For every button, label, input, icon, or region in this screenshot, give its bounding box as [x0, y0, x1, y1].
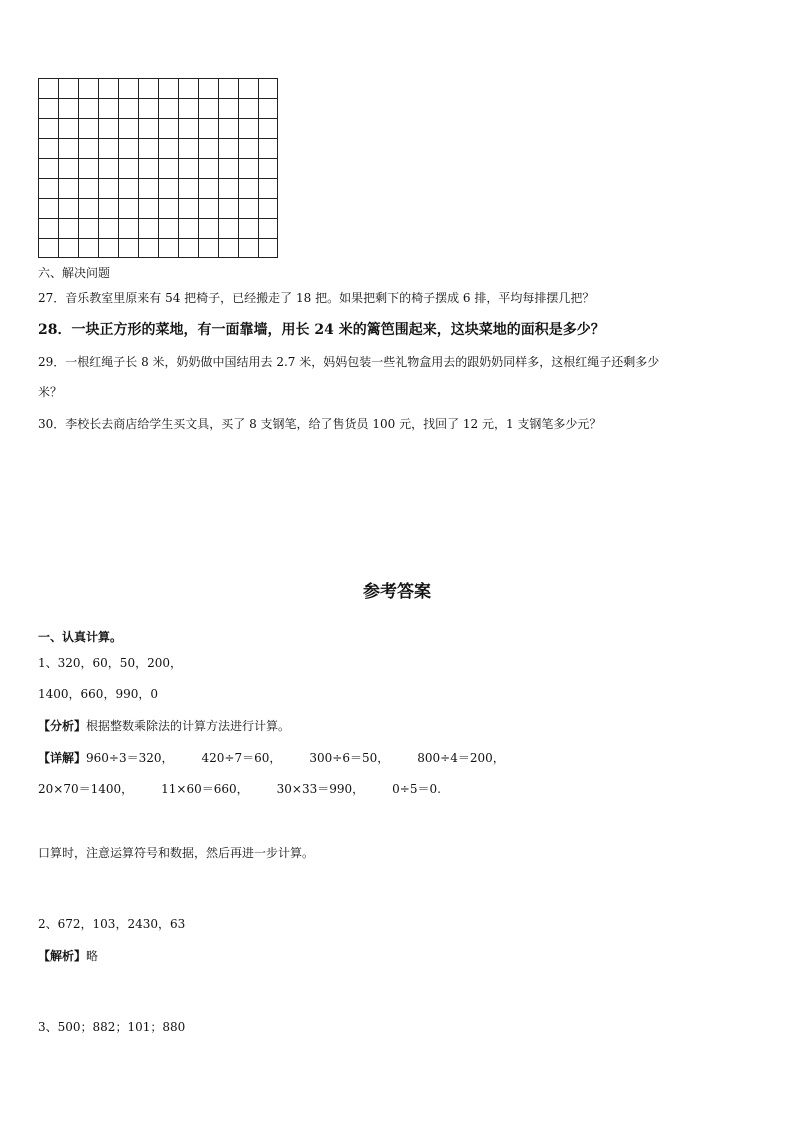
answer-1-line2: 1400，660，990，0 [38, 687, 158, 701]
analysis-text: 根据整数乘除法的计算方法进行计算。 [86, 719, 291, 733]
detail-tag: 【详解】 [38, 751, 87, 765]
section1-heading: 一、认真计算。 [38, 630, 123, 644]
answer-1-analysis [38, 718, 290, 734]
analysis-text: 略 [86, 949, 99, 963]
question-29-line1: 29．一根红绳子长 8 米，奶奶做中国结用去 2.7 米，妈妈包装一些礼物盒用去的跟奶奶同样多，这根红绳子还剩多少 [38, 355, 660, 369]
calc-item: 30×33＝990， [276, 782, 365, 796]
answers-title: 参考答案 [363, 582, 431, 602]
calc-item: 0÷5＝0. [392, 782, 441, 796]
question-29-line2: 米？ [38, 385, 63, 399]
question-28: 28．一块正方形的菜地，有一面靠墙，用长 24 米的篱笆围起来，这块菜地的面积是多少？ [38, 322, 605, 338]
detail-item: 420÷7＝60， [201, 751, 282, 765]
answer-2-line1: 2、672，103，2430，63 [38, 917, 186, 931]
section6-heading: 六、解决问题 [38, 266, 111, 280]
detail-item: 300÷6＝50， [309, 751, 390, 765]
answer-1-line5 [38, 781, 441, 797]
calc-item: 20×70＝1400， [38, 782, 134, 796]
calc-item: 11×60＝660， [161, 782, 249, 796]
analysis-tag: 【分析】 [38, 719, 87, 733]
answer-1-line1: 1、320，60，50，200， [38, 656, 182, 670]
analysis-tag: 【解析】 [38, 949, 87, 963]
detail-item: 800÷4＝200， [417, 751, 505, 765]
answer-3-line1: 3、500；882；101；880 [38, 1020, 186, 1034]
question-27: 27．音乐教室里原来有 54 把椅子，已经搬走了 18 把。如果把剩下的椅子摆成 6 排，平均每排摆几把？ [38, 291, 595, 305]
answer-2-analysis [38, 948, 98, 964]
question-30: 30．李校长去商店给学生买文具，买了 8 支钢笔，给了售货员 100 元，找回了 12 元，1 支钢笔多少元？ [38, 417, 602, 431]
answer-1-detail [38, 750, 505, 766]
answer-1-note: 口算时，注意运算符号和数据，然后再进一步计算。 [38, 846, 315, 860]
detail-item: 960÷3＝320， [86, 751, 174, 765]
grid-paper [38, 78, 278, 258]
